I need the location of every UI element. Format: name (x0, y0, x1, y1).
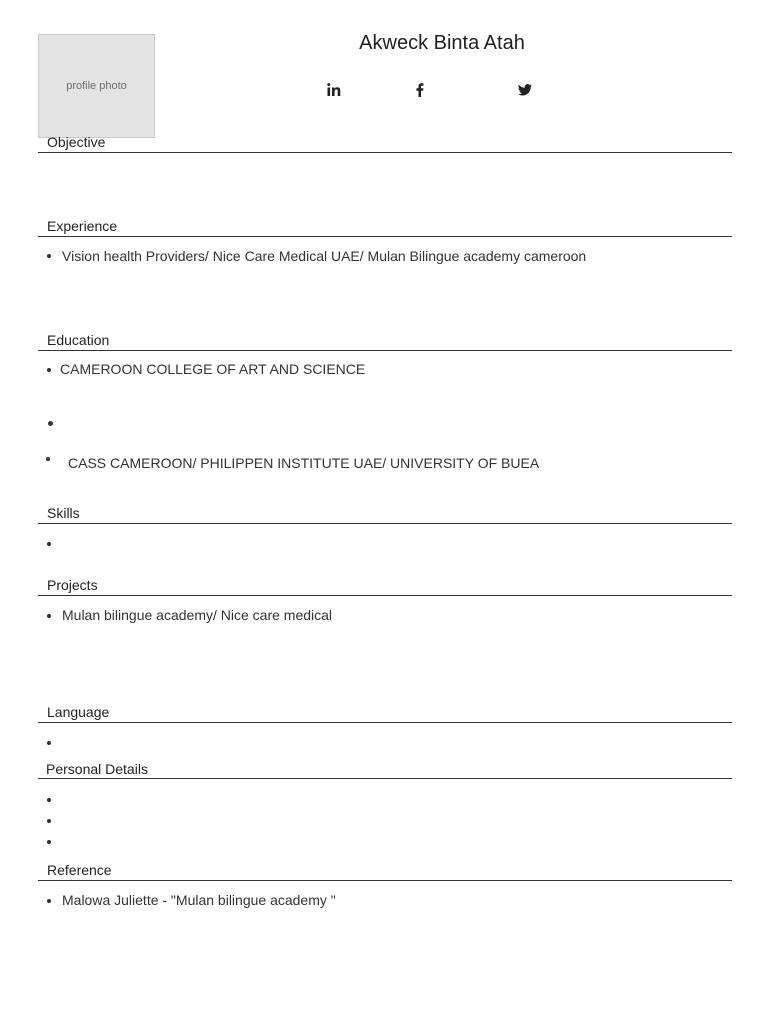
personal-details-divider (38, 778, 732, 779)
bullet-icon (47, 840, 51, 844)
bullet-icon (47, 542, 51, 546)
linkedin-icon[interactable] (326, 82, 344, 98)
experience-heading: Experience (47, 218, 118, 234)
experience-divider (38, 236, 732, 237)
language-divider (38, 722, 732, 723)
bullet-icon (47, 899, 51, 903)
skills-heading: Skills (47, 505, 80, 521)
bullet-icon (46, 457, 50, 461)
twitter-icon[interactable] (517, 82, 535, 98)
projects-heading: Projects (47, 577, 98, 593)
reference-heading: Reference (47, 862, 112, 878)
education-item: CAMEROON COLLEGE OF ART AND SCIENCE (60, 361, 366, 377)
reference-divider (38, 880, 732, 881)
bullet-icon (47, 614, 51, 618)
profile-photo (38, 34, 155, 138)
bullet-icon (47, 254, 51, 258)
profile-photo-label: profile photo (66, 80, 127, 92)
objective-divider (38, 152, 732, 153)
candidate-name: Akweck Binta Atah (359, 32, 525, 54)
personal-details-heading: Personal Details (46, 761, 148, 777)
language-heading: Language (47, 704, 110, 720)
bullet-icon (47, 798, 51, 802)
bullet-icon (48, 421, 53, 426)
reference-item: Malowa Juliette - "Mulan bilingue academy " (62, 892, 336, 908)
bullet-icon (47, 741, 51, 745)
facebook-icon[interactable] (412, 82, 430, 98)
experience-item: Vision health Providers/ Nice Care Medical UAE/ Mulan Bilingue academy cameroon (62, 248, 587, 264)
projects-item: Mulan bilingue academy/ Nice care medical (62, 607, 333, 623)
projects-divider (38, 595, 732, 596)
education-heading: Education (47, 332, 110, 348)
education-item: CASS CAMEROON/ PHILIPPEN INSTITUTE UAE/ UNIVERSITY OF BUEA (68, 455, 540, 471)
education-divider (38, 350, 732, 351)
bullet-icon (47, 368, 51, 372)
skills-divider (38, 523, 732, 524)
bullet-icon (47, 819, 51, 823)
objective-heading: Objective (47, 134, 106, 150)
